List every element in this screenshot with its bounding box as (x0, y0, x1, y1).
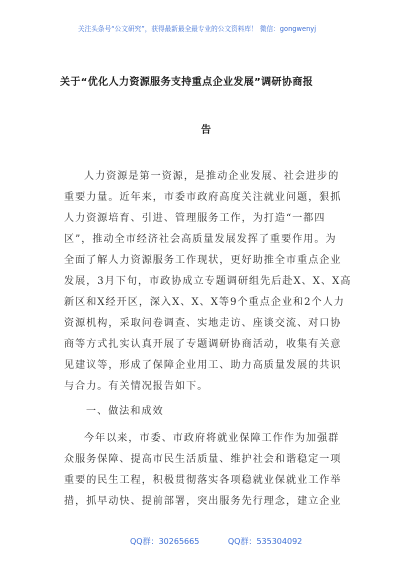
document-title-line-1: 关于“优化人力资源服务支持重点企业发展”调研协商报 (60, 77, 314, 88)
paragraph-line: 今年以来，市委、市政府将就业保障工作作为加强群 (84, 433, 340, 444)
header-banner: 关注头条号“公文研究”，获得最新最全最专业的公文资料库！ 微信：gongwenyj (78, 25, 317, 33)
paragraph-line: 发展，3月下旬，市政协成立专题调研组先后赴X、X、X高 (64, 276, 352, 287)
paragraph-line: 新区和X经开区，深入X、X、X等9个重点企业和2个人力 (64, 297, 345, 308)
paragraph-line: 全面了解人力资源服务工作现状，更好助推全市重点企业 (64, 255, 342, 266)
paragraph-line: 见建议等，形成了保障企业用工、助力高质量发展的共识 (64, 360, 342, 371)
document-title-line-2: 告 (201, 125, 212, 136)
section-heading: 一、做法和成效 (86, 406, 164, 417)
paragraph-line: 商等方式扎实认真开展了专题调研协商活动，收集有关意 (64, 339, 342, 350)
paragraph-intro (64, 166, 360, 397)
paragraph-line: 人力资源培育、引进、管理服务工作，为打造“一都四 (64, 213, 326, 224)
paragraph-line: 区”，推动全市经济社会高质量发展发挥了重要作用。为 (64, 234, 337, 245)
paragraph-section1 (64, 428, 360, 512)
paragraph-line: 措，抓早动快、提前部署，突出服务先行理念，建立企业 (64, 496, 342, 507)
footer-contacts (130, 536, 302, 547)
qq-group-2: QQ群：535304092 (227, 537, 303, 546)
paragraph-line: 重要力量。近年来，市委市政府高度关注就业问题，狠抓 (64, 192, 342, 203)
paragraph-line: 重要的民生工程，积极贯彻落实各项稳就业保就业工作举 (64, 475, 342, 486)
paragraph-line: 与合力。有关情况报告如下。 (64, 381, 209, 392)
paragraph-line: 资源机构，采取问卷调查、实地走访、座谈交流、对口协 (64, 318, 342, 329)
paragraph-line: 众服务保障、提高市民生活质量、维护社会和谐稳定一项 (64, 454, 342, 465)
paragraph-line: 人力资源是第一资源，是推动企业发展、社会进步的 (84, 171, 340, 182)
qq-group-1: QQ群：30265665 (130, 537, 200, 546)
